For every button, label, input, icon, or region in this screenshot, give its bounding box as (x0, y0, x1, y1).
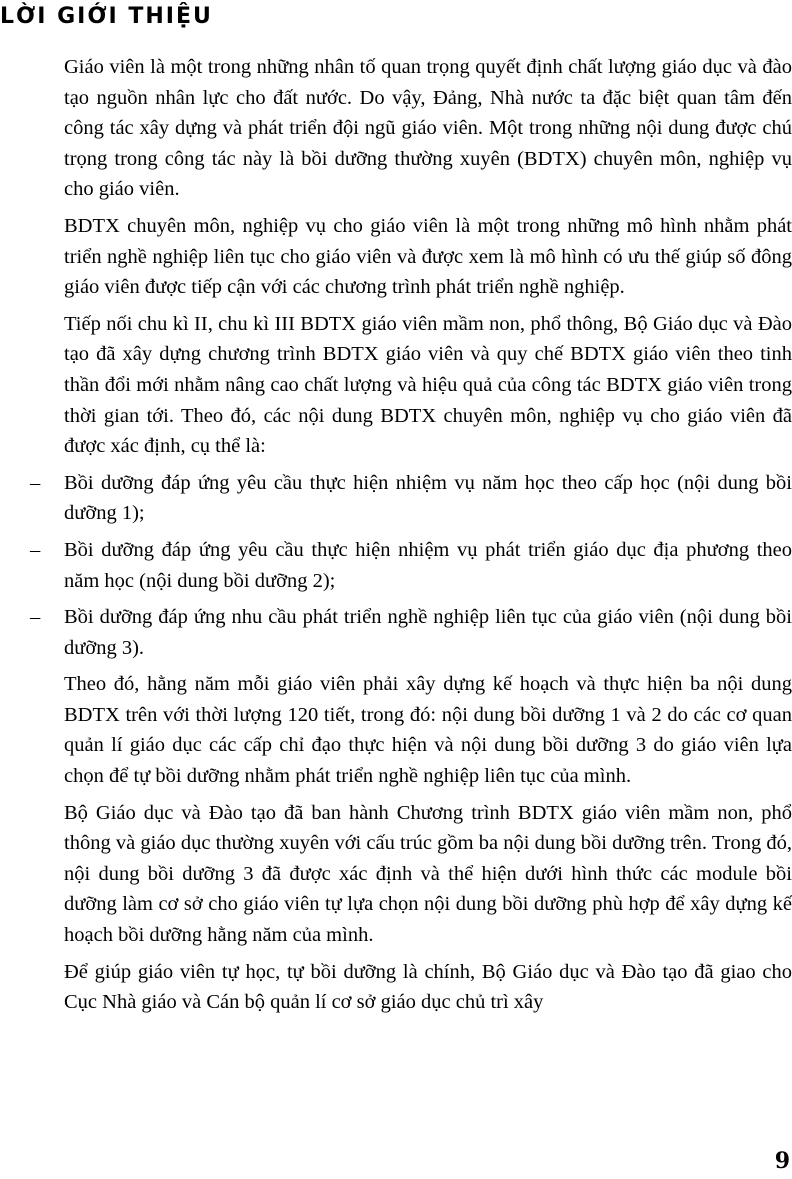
paragraph: Bộ Giáo dục và Đào tạo đã ban hành Chương trình BDTX giáo viên mầm non, phổ thông và giáo dục thường xuyên với cấu trúc gồm ba nội dung bồi dưỡng trên. Trong đó, nội dung bồi dưỡng 3 đã được xác định và thể hiện dưới hình thức các module bồi dưỡng làm cơ sở cho giáo viên tự lựa chọn nội dung bồi dưỡng phù hợp để xây dựng kế hoạch bồi dưỡng hằng năm của mình. (64, 801, 792, 947)
dash-bullet: – (30, 538, 41, 561)
list-item (30, 468, 792, 529)
dash-bullet: – (30, 606, 41, 629)
paragraph: BDTX chuyên môn, nghiệp vụ cho giáo viên là một trong những mô hình nhằm phát triển nghề nghiệp liên tục cho giáo viên và được xem là mô hình có ưu thế giúp số đông giáo viên được tiếp cận với các chương trình phát triển nghề nghiệp. (64, 214, 792, 299)
list-item (30, 535, 792, 596)
list-item-text: Bồi dưỡng đáp ứng yêu cầu thực hiện nhiệm vụ năm học theo cấp học (nội dung bồi dưỡng 1); (64, 471, 792, 525)
paragraph: Giáo viên là một trong những nhân tố quan trọng quyết định chất lượng giáo dục và đào tạo nguồn nhân lực cho đất nước. Do vậy, Đảng, Nhà nước ta đặc biệt quan tâm đến công tác xây dựng và phát triển đội ngũ giáo viên. Một trong những nội dung được chú trọng trong công tác này là bồi dưỡng thường xuyên (BDTX) chuyên môn, nghiệp vụ cho giáo viên. (64, 56, 792, 201)
paragraph: Để giúp giáo viên tự học, tự bồi dưỡng là chính, Bộ Giáo dục và Đào tạo đã giao cho Cục Nhà giáo và Cán bộ quản lí cơ sở giáo dục chủ trì xây (64, 960, 792, 1014)
page-number: 9 (774, 1148, 790, 1174)
body-text (30, 52, 792, 1024)
page-title: LỜI GIỚI THIỆU (0, 4, 213, 29)
bullet-list (30, 468, 792, 664)
list-item (30, 602, 792, 663)
dash-bullet: – (30, 471, 41, 494)
list-item-text: Bồi dưỡng đáp ứng nhu cầu phát triển nghề nghiệp liên tục của giáo viên (nội dung bồi dưỡng 3). (64, 606, 792, 659)
list-item-text: Bồi dưỡng đáp ứng yêu cầu thực hiện nhiệm vụ phát triển giáo dục địa phương theo năm học (nội dung bồi dưỡng 2); (64, 538, 792, 592)
paragraph: Tiếp nối chu kì II, chu kì III BDTX giáo viên mầm non, phổ thông, Bộ Giáo dục và Đào tạo đã xây dựng chương trình BDTX giáo viên và quy chế BDTX giáo viên theo tinh thần đổi mới nhằm nâng cao chất lượng và hiệu quả của công tác BDTX giáo viên trong thời gian tới. Theo đó, các nội dung BDTX chuyên môn, nghiệp vụ cho giáo viên đã được xác định, cụ thể là: (64, 312, 792, 458)
paragraph: Theo đó, hằng năm mỗi giáo viên phải xây dựng kế hoạch và thực hiện ba nội dung BDTX trên với thời lượng 120 tiết, trong đó: nội dung bồi dưỡng 1 và 2 do các cơ quan quản lí giáo dục các cấp chỉ đạo thực hiện và nội dung bồi dưỡng 3 do giáo viên lựa chọn để tự bồi dưỡng nhằm phát triển nghề nghiệp liên tục của mình. (64, 673, 792, 788)
